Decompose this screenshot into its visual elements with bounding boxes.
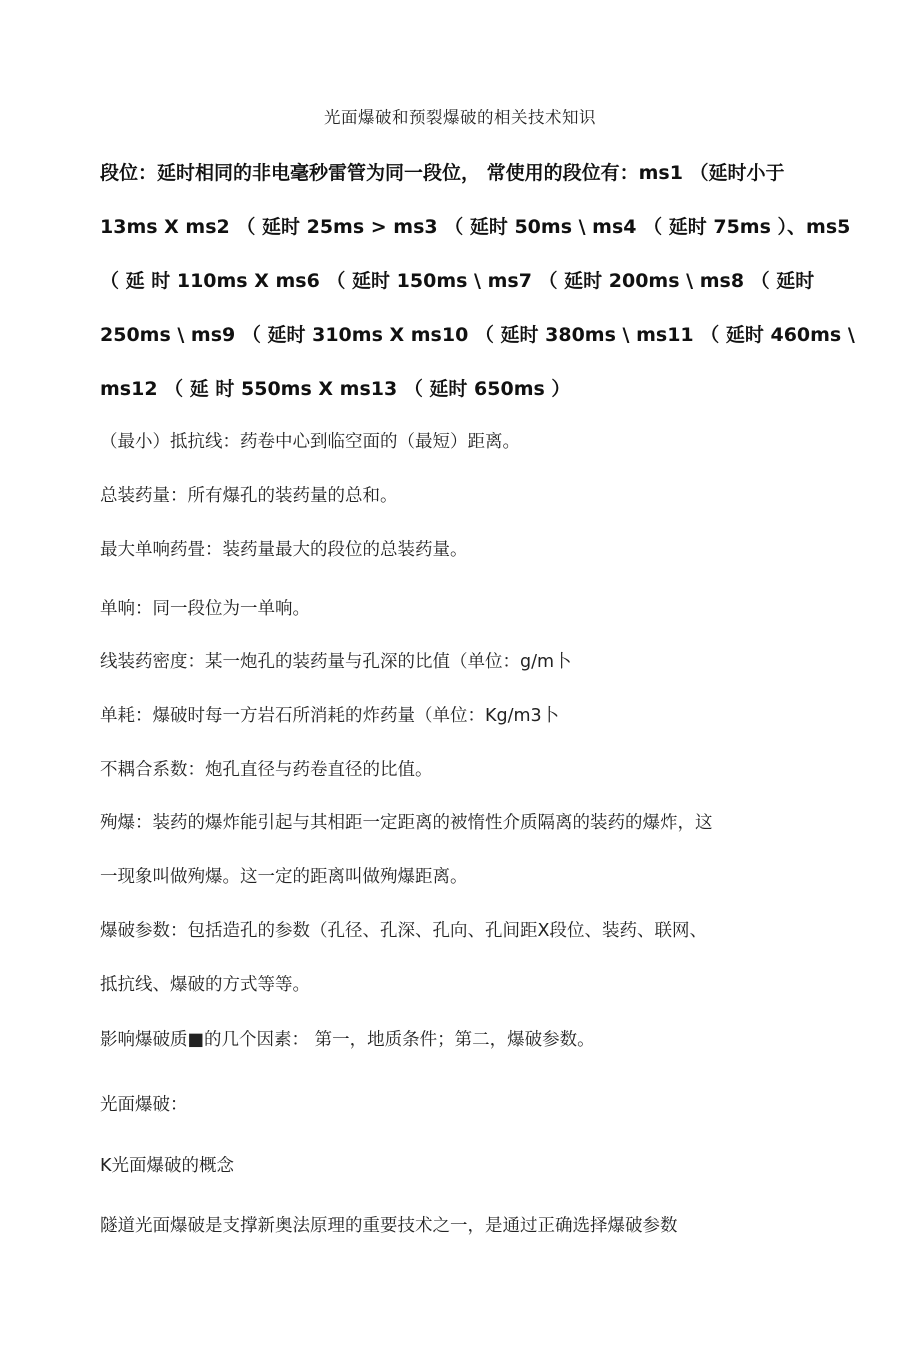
document-title: 光面爆破和预裂爆破的相关技术知识 — [324, 108, 596, 127]
text-line: 影响爆破质■的几个因素： 第一，地质条件；第二，爆破参数。 — [100, 1030, 595, 1050]
text-line: 一现象叫做殉爆。这一定的距离叫做殉爆距离。 — [100, 867, 468, 887]
text-line: 单响：同一段位为一单响。 — [100, 599, 310, 619]
text-line: 抵抗线、爆破的方式等等。 — [100, 975, 310, 995]
text-line: 总装药量：所有爆孔的装药量的总和。 — [100, 486, 398, 506]
text-line: 线装药密度：某一炮孔的装药量与孔深的比值（单位：g/m卜 — [100, 652, 572, 672]
text-line: 殉爆：装药的爆炸能引起与其相距一定距离的被惰性介质隔离的装药的爆炸，这 — [100, 813, 713, 833]
text-line: 隧道光面爆破是支撑新奥法原理的重要技术之一，是通过正确选择爆破参数 — [100, 1216, 678, 1236]
section-heading: 光面爆破： — [100, 1095, 188, 1115]
duanwei-line-2: 13ms X ms2 （ 延时 25ms > ms3 （ 延时 50ms \ ms4 （ 延时 75ms ）、ms5 — [100, 216, 851, 238]
text-line: 不耦合系数：炮孔直径与药卷直径的比值。 — [100, 760, 433, 780]
duanwei-line-3: （ 延 时 110ms X ms6 （ 延时 150ms \ ms7 （ 延时 200ms \ ms8 （ 延时 — [100, 270, 815, 292]
subsection-heading: K光面爆破的概念 — [100, 1156, 234, 1176]
text-line: 最大单响药畳：装药量最大的段位的总装药量。 — [100, 540, 468, 560]
text-line: 单耗：爆破时每一方岩石所消耗的炸药量（单位：Kg/m3卜 — [100, 706, 560, 726]
duanwei-line-5: ms12 （ 延 时 550ms X ms13 （ 延时 650ms ） — [100, 378, 571, 400]
text-line: 爆破参数：包括造孔的参数（孔径、孔深、孔向、孔间距X段位、装药、联网、 — [100, 921, 707, 941]
duanwei-line-1: 段位：延时相同的非电毫秒雷管为同一段位， 常使用的段位有：ms1 （延时小于 — [100, 162, 785, 184]
text-line: （最小）抵抗线：药卷中心到临空面的（最短）距离。 — [100, 432, 520, 452]
duanwei-line-4: 250ms \ ms9 （ 延时 310ms X ms10 （ 延时 380ms \ ms11 （ 延时 460ms \ — [100, 324, 855, 346]
